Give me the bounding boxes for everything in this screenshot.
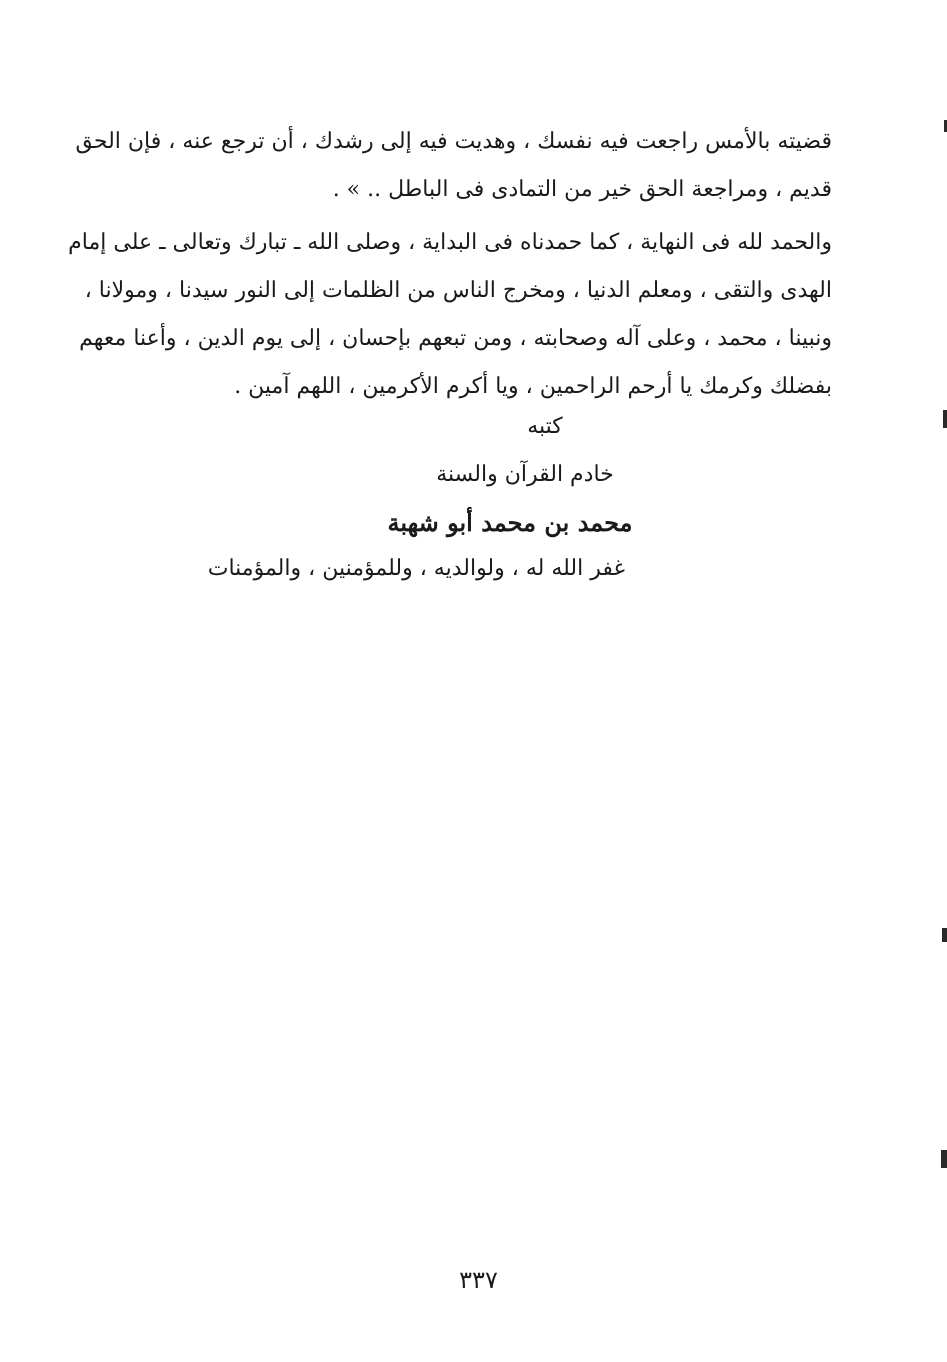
scan-edge-mark	[942, 928, 947, 942]
paragraph-1-line-2: قديم ، ومراجعة الحق خير من التمادى فى الباطل .. » .	[332, 177, 832, 202]
scan-edge-mark	[943, 410, 947, 428]
body-text	[68, 118, 832, 411]
signature-wrote: كتبه	[527, 414, 563, 439]
paragraph-1-line-1: قضيته بالأمس راجعت فيه نفسك ، وهديت فيه إلى رشدك ، أن ترجع عنه ، فإن الحق	[75, 129, 832, 154]
signature-title: خادم القرآن والسنة	[436, 462, 614, 487]
paragraph-2-line-3: ونبينا ، محمد ، وعلى آله وصحابته ، ومن تبعهم بإحسان ، إلى يوم الدين ، وأعنا معهم	[79, 326, 832, 351]
signature-prayer: غفر الله له ، ولوالديه ، وللمؤمنين ، والمؤمنات	[207, 556, 625, 581]
paragraph-2-line-2: الهدى والتقى ، ومعلم الدنيا ، ومخرج الناس من الظلمات إلى النور سيدنا ، ومولانا ،	[84, 278, 832, 303]
page-number: ٣٣٧	[459, 1266, 498, 1294]
paragraph-2-line-4: بفضلك وكرمك يا أرحم الراحمين ، ويا أكرم الأكرمين ، اللهم آمين .	[234, 374, 832, 399]
paragraph-2-line-1: والحمد لله فى النهاية ، كما حمدناه فى البداية ، وصلى الله ـ تبارك وتعالى ـ على إمام	[68, 230, 832, 255]
signature-author-name: محمد بن محمد أبو شهبة	[387, 508, 633, 537]
scan-edge-mark	[941, 1150, 947, 1168]
